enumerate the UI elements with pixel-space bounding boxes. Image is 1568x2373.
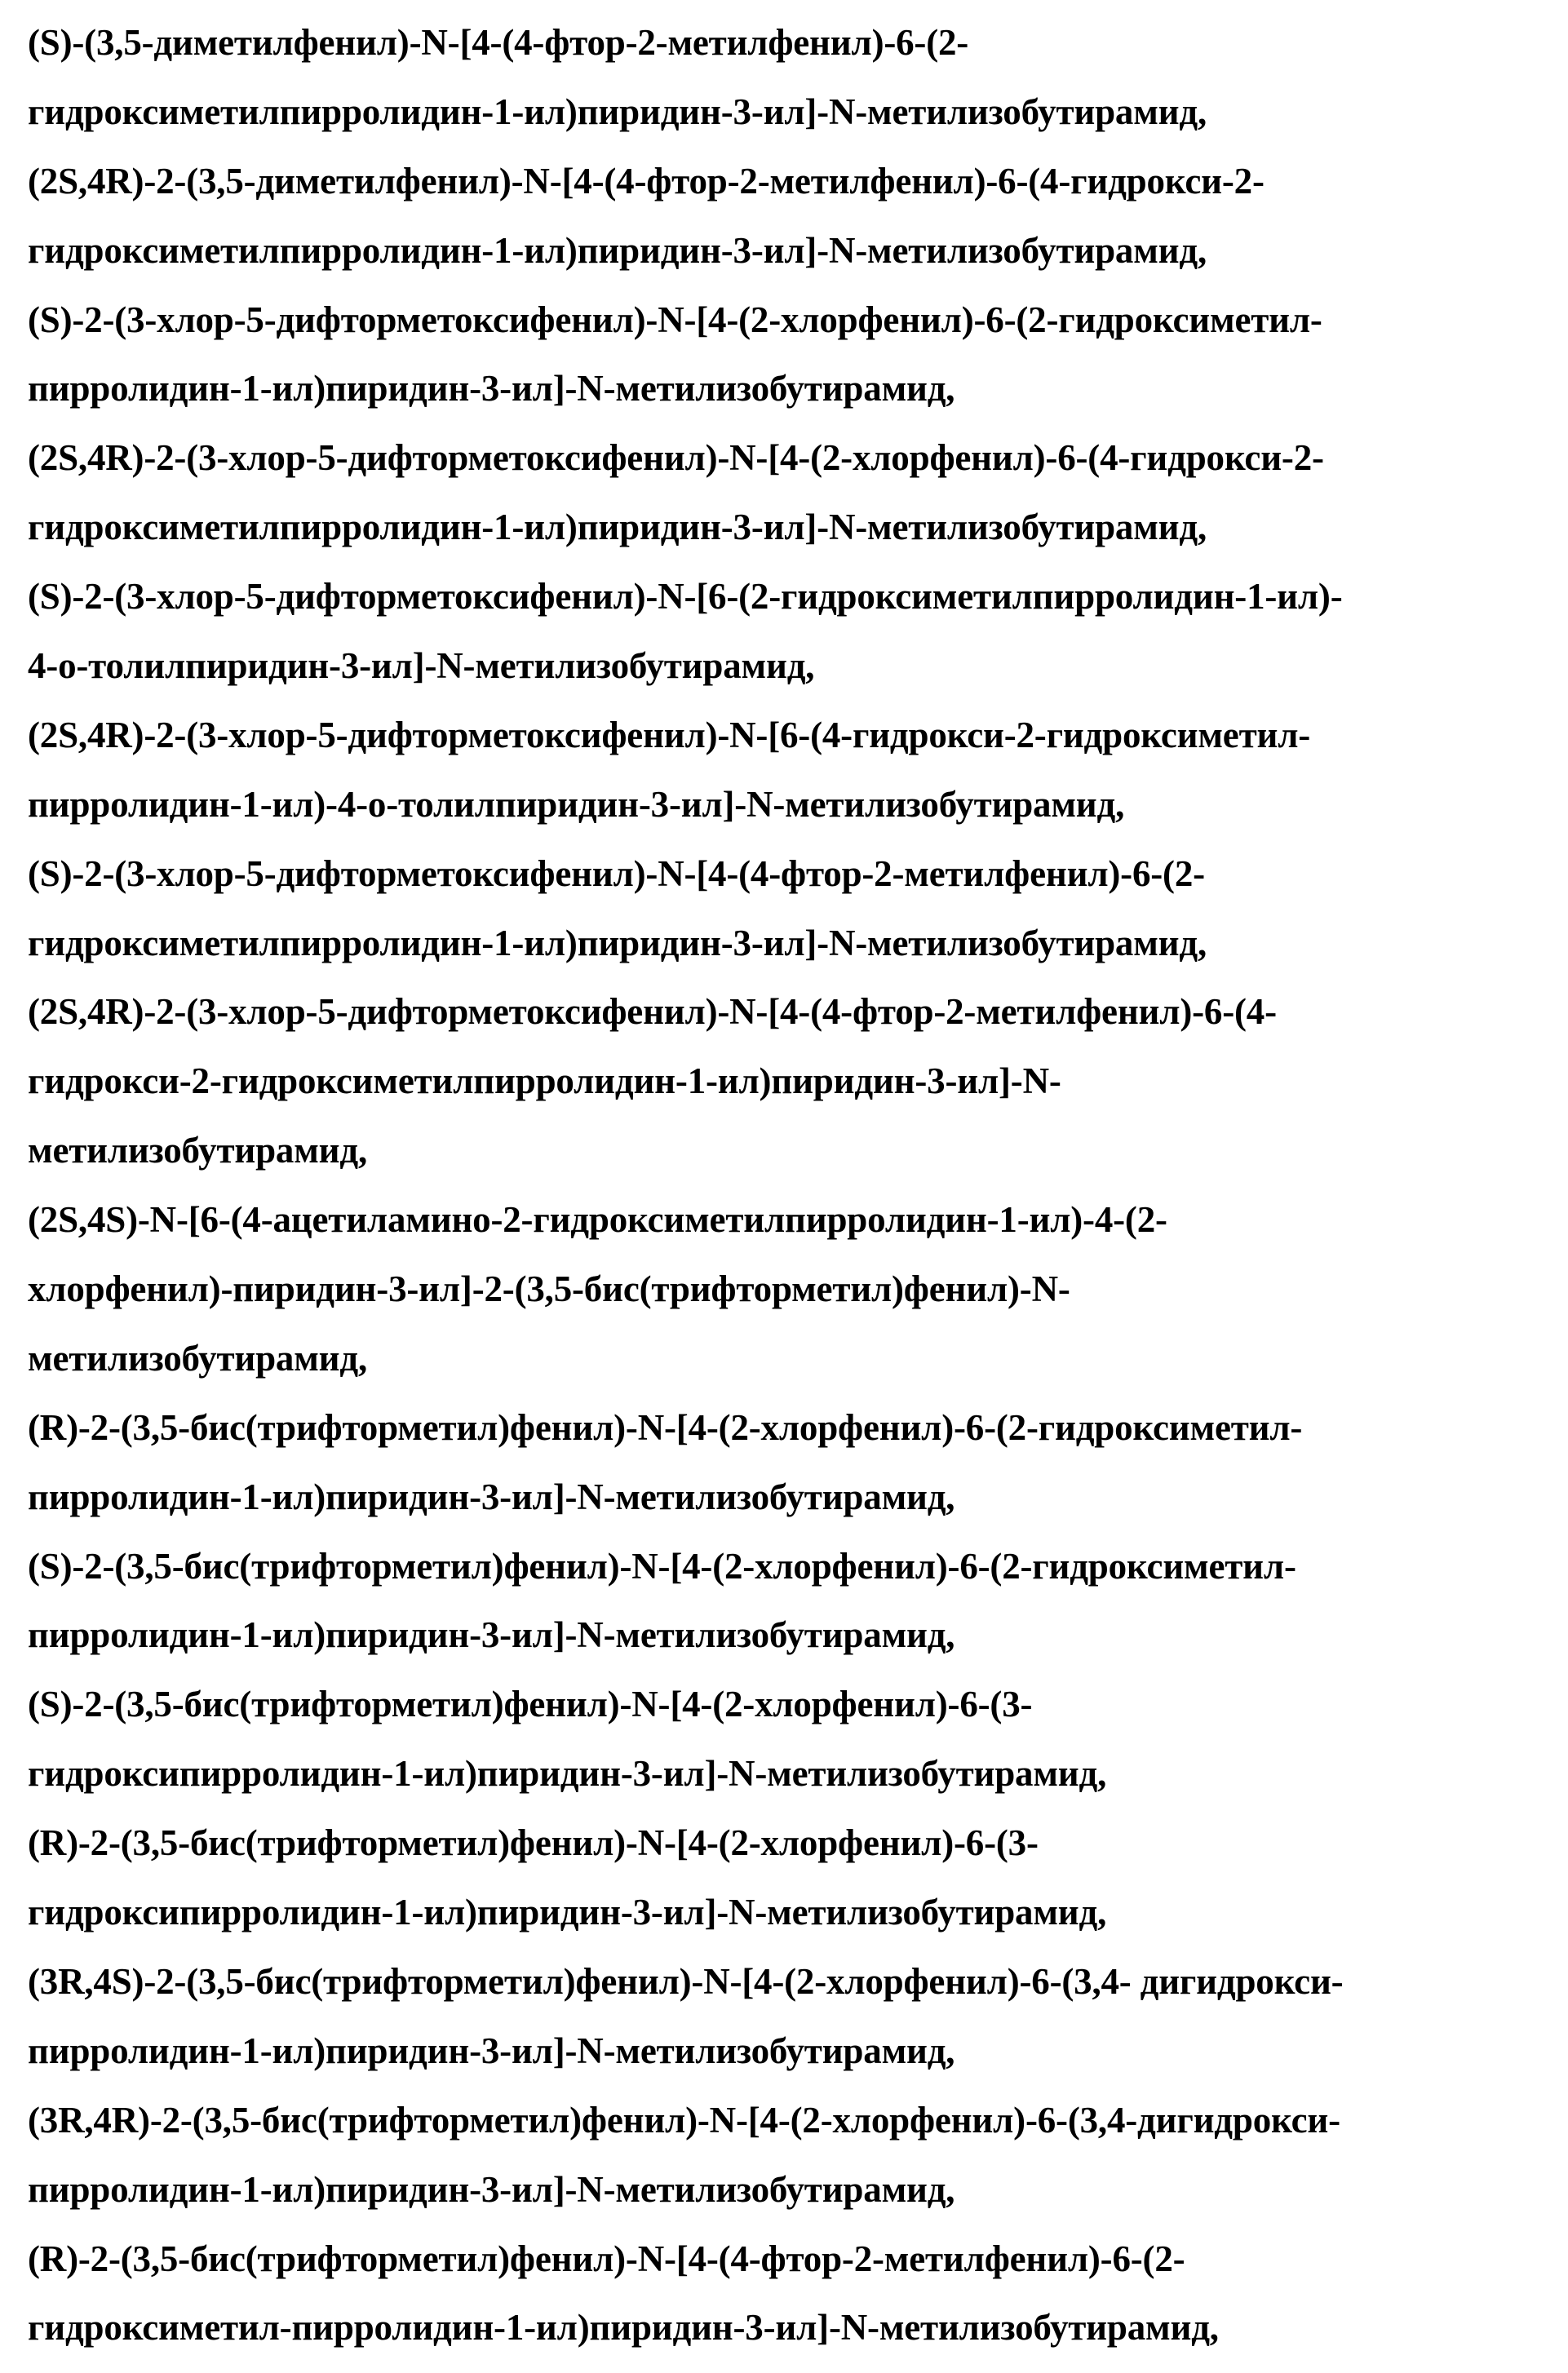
text-line: пирролидин-1-ил)пиридин-3-ил]-N-метилизобутирамид, <box>28 354 1568 423</box>
document-page <box>28 8 1568 2362</box>
text-line: (2S,4R)-2-(3-хлор-5-дифторметоксифенил)-N-[4-(4-фтор-2-метилфенил)-6-(4- <box>28 977 1568 1047</box>
text-line: метилизобутирамид, <box>28 1324 1568 1393</box>
text-line: (3R,4S)-2-(3,5-бис(трифторметил)фенил)-N-[4-(2-хлорфенил)-6-(3,4- дигидрокси- <box>28 1947 1568 2017</box>
text-line: (S)-(3,5-диметилфенил)-N-[4-(4-фтор-2-метилфенил)-6-(2- <box>28 8 1568 77</box>
text-line: хлорфенил)-пиридин-3-ил]-2-(3,5-бис(трифторметил)фенил)-N- <box>28 1255 1568 1324</box>
text-line: гидроксиметилпирролидин-1-ил)пиридин-3-ил]-N-метилизобутирамид, <box>28 216 1568 286</box>
text-line: (S)-2-(3-хлор-5-дифторметоксифенил)-N-[6-(2-гидроксиметилпирролидин-1-ил)- <box>28 562 1568 631</box>
text-line: (S)-2-(3,5-бис(трифторметил)фенил)-N-[4-(2-хлорфенил)-6-(3- <box>28 1670 1568 1739</box>
text-line: (S)-2-(3,5-бис(трифторметил)фенил)-N-[4-(2-хлорфенил)-6-(2-гидроксиметил- <box>28 1532 1568 1601</box>
text-line: 4-о-толилпиридин-3-ил]-N-метилизобутирамид, <box>28 631 1568 701</box>
text-line: гидроксиметилпирролидин-1-ил)пиридин-3-ил]-N-метилизобутирамид, <box>28 493 1568 562</box>
text-line: (R)-2-(3,5-бис(трифторметил)фенил)-N-[4-(2-хлорфенил)-6-(3- <box>28 1809 1568 1878</box>
text-line: (2S,4R)-2-(3,5-диметилфенил)-N-[4-(4-фтор-2-метилфенил)-6-(4-гидрокси-2- <box>28 147 1568 216</box>
text-line: пирролидин-1-ил)пиридин-3-ил]-N-метилизобутирамид, <box>28 2155 1568 2225</box>
text-line: (R)-2-(3,5-бис(трифторметил)фенил)-N-[4-(4-фтор-2-метилфенил)-6-(2- <box>28 2225 1568 2294</box>
text-line: (R)-2-(3,5-бис(трифторметил)фенил)-N-[4-(2-хлорфенил)-6-(2-гидроксиметил- <box>28 1393 1568 1463</box>
text-line: пирролидин-1-ил)пиридин-3-ил]-N-метилизобутирамид, <box>28 1600 1568 1670</box>
text-line: (S)-2-(3-хлор-5-дифторметоксифенил)-N-[4-(2-хлорфенил)-6-(2-гидроксиметил- <box>28 286 1568 355</box>
text-line: гидроксиметилпирролидин-1-ил)пиридин-3-ил]-N-метилизобутирамид, <box>28 909 1568 978</box>
text-line: (3R,4R)-2-(3,5-бис(трифторметил)фенил)-N-[4-(2-хлорфенил)-6-(3,4-дигидрокси- <box>28 2086 1568 2155</box>
text-line: гидроксипирролидин-1-ил)пиридин-3-ил]-N-метилизобутирамид, <box>28 1878 1568 1947</box>
text-line: гидроксиметилпирролидин-1-ил)пиридин-3-ил]-N-метилизобутирамид, <box>28 77 1568 147</box>
text-line: (S)-2-(3-хлор-5-дифторметоксифенил)-N-[4-(4-фтор-2-метилфенил)-6-(2- <box>28 839 1568 909</box>
text-line: гидрокси-2-гидроксиметилпирролидин-1-ил)пиридин-3-ил]-N- <box>28 1047 1568 1116</box>
text-line: гидроксипирролидин-1-ил)пиридин-3-ил]-N-метилизобутирамид, <box>28 1739 1568 1809</box>
text-line: пирролидин-1-ил)пиридин-3-ил]-N-метилизобутирамид, <box>28 1463 1568 1532</box>
text-line: (2S,4S)-N-[6-(4-ацетиламино-2-гидроксиметилпирролидин-1-ил)-4-(2- <box>28 1185 1568 1255</box>
text-line: (2S,4R)-2-(3-хлор-5-дифторметоксифенил)-N-[6-(4-гидрокси-2-гидроксиметил- <box>28 701 1568 770</box>
text-line: пирролидин-1-ил)пиридин-3-ил]-N-метилизобутирамид, <box>28 2017 1568 2086</box>
text-line: метилизобутирамид, <box>28 1116 1568 1185</box>
text-line: пирролидин-1-ил)-4-о-толилпиридин-3-ил]-N-метилизобутирамид, <box>28 770 1568 839</box>
text-line: гидроксиметил-пирролидин-1-ил)пиридин-3-ил]-N-метилизобутирамид, <box>28 2293 1568 2362</box>
text-line: (2S,4R)-2-(3-хлор-5-дифторметоксифенил)-N-[4-(2-хлорфенил)-6-(4-гидрокси-2- <box>28 423 1568 493</box>
